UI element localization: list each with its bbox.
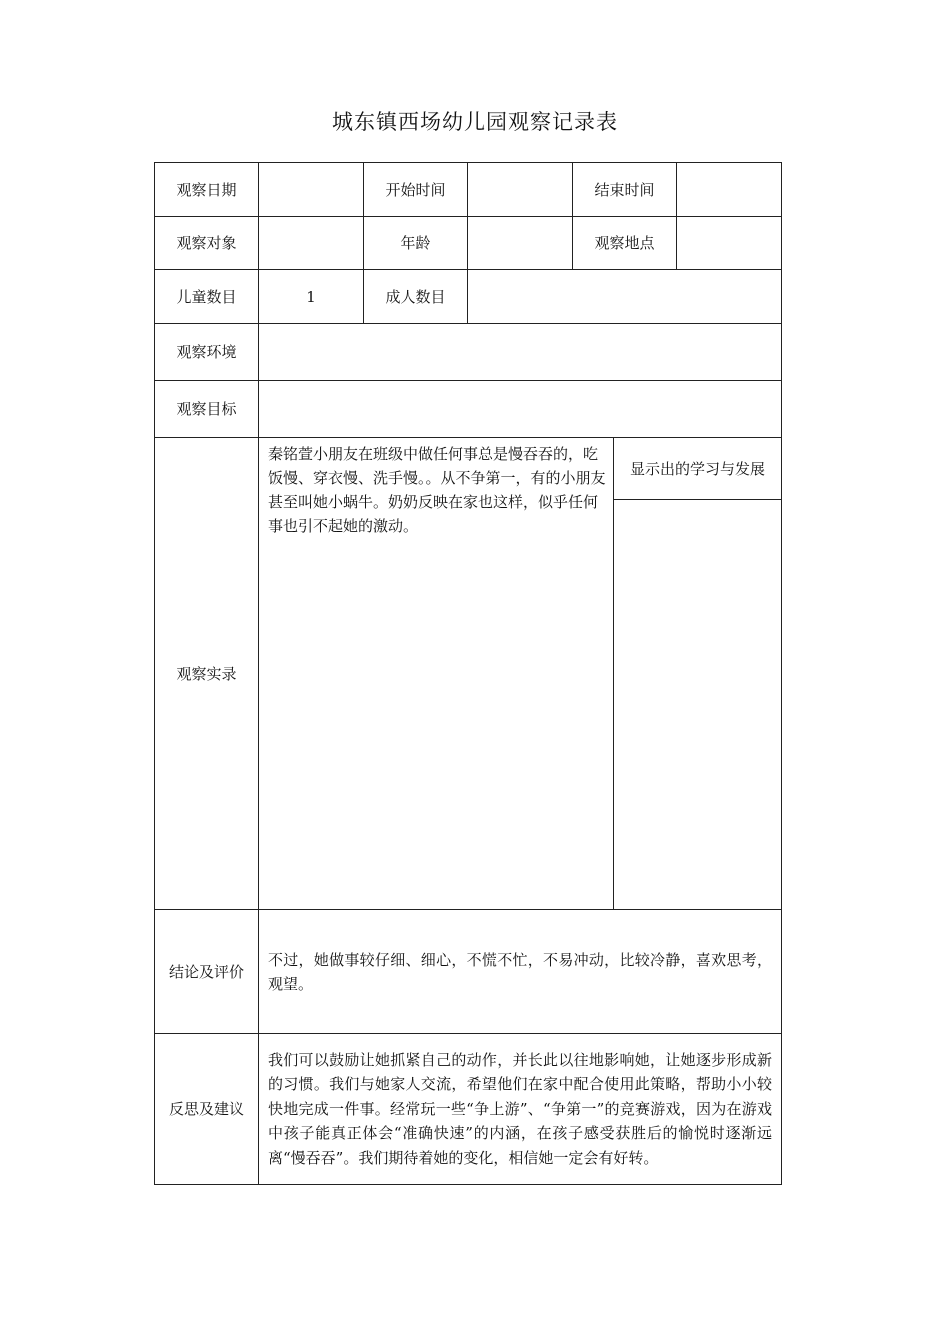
value-goal[interactable]: [259, 381, 782, 438]
value-conclusion[interactable]: 不过，她做事较仔细、细心，不慌不忙，不易冲动，比较冷静，喜欢思考，观望。: [268, 950, 772, 993]
value-place[interactable]: [677, 217, 782, 270]
label-goal: 观察目标: [155, 381, 259, 438]
learning-column: [614, 438, 781, 909]
value-adult-count[interactable]: [468, 270, 782, 324]
label-learning: 显示出的学习与发展: [614, 438, 781, 500]
value-start-time[interactable]: [468, 163, 573, 217]
label-conclusion: 结论及评价: [155, 910, 259, 1034]
record-cell: [259, 438, 782, 910]
label-child-count: 儿童数目: [155, 270, 259, 324]
form-title: 城东镇西场幼儿园观察记录表: [332, 110, 618, 134]
conclusion-cell: [259, 910, 782, 1034]
label-age: 年龄: [364, 217, 468, 270]
label-start-time: 开始时间: [364, 163, 468, 217]
observation-record-table: [154, 162, 782, 1185]
value-child-count[interactable]: 1: [259, 270, 364, 324]
label-adult-count: 成人数目: [364, 270, 468, 324]
label-end-time: 结束时间: [573, 163, 677, 217]
record-split: [259, 438, 781, 909]
label-reflection: 反思及建议: [155, 1034, 259, 1185]
value-record[interactable]: 秦铭萱小朋友在班级中做任何事总是慢吞吞的，吃饭慢、穿衣慢、洗手慢。。从不争第一，有的小朋友甚至叫她小蜗牛。奶奶反映在家也这样，似乎任何事也引不起她的激动。: [259, 438, 614, 909]
value-learning[interactable]: [614, 500, 781, 909]
reflection-cell: [259, 1034, 782, 1185]
value-environment[interactable]: [259, 324, 782, 381]
value-age[interactable]: [468, 217, 573, 270]
label-environment: 观察环境: [155, 324, 259, 381]
label-subject: 观察对象: [155, 217, 259, 270]
label-date: 观察日期: [155, 163, 259, 217]
value-date[interactable]: [259, 163, 364, 217]
label-place: 观察地点: [573, 217, 677, 270]
label-record: 观察实录: [155, 438, 259, 910]
value-subject[interactable]: [259, 217, 364, 270]
value-end-time[interactable]: [677, 163, 782, 217]
value-reflection[interactable]: 我们可以鼓励让她抓紧自己的动作，并长此以往地影响她，让她逐步形成新的习惯。我们与她家人交流，希望他们在家中配合使用此策略，帮助小小较快地完成一件事。经常玩一些“争上游”、“争第一”的竞赛游戏，因为在游戏中孩子能真正体会“准确快速”的内涵，在孩子感受获胜后的愉悦时逐渐远离“慢吞吞”。我们期待着她的变化，相信她一定会有好转。: [268, 1050, 772, 1167]
